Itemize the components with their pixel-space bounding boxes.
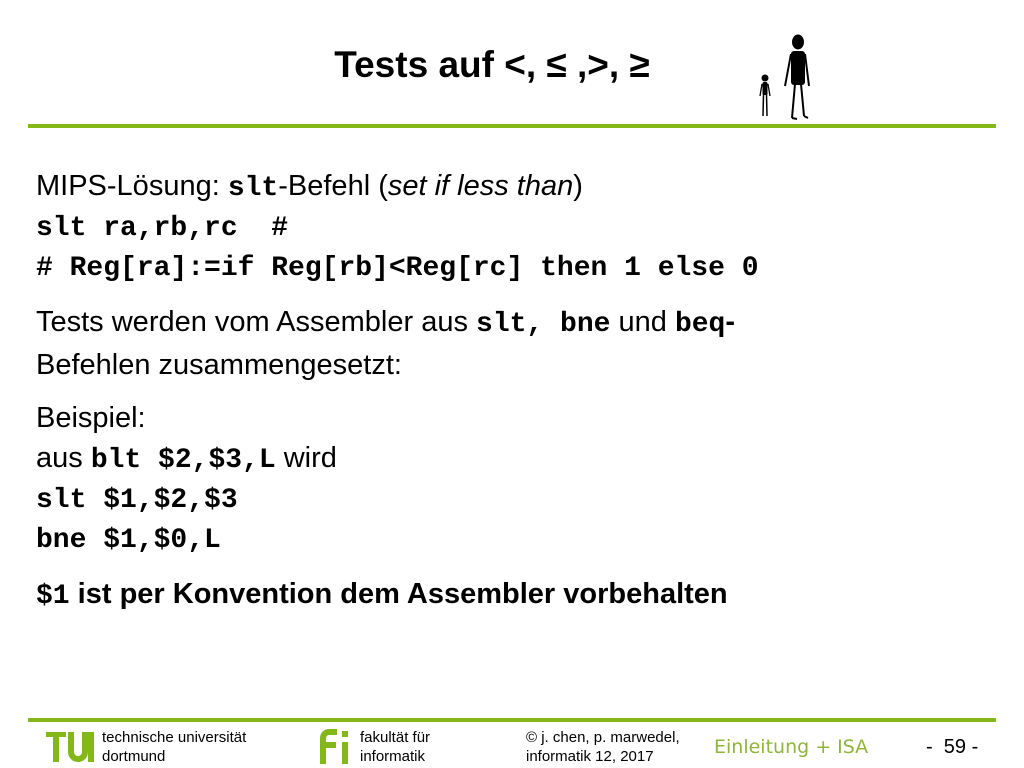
example-code-3: bne $1,$0,L [36,525,221,556]
tests-code-2: beq [674,309,726,340]
title-divider [28,124,996,128]
faculty-line-1: fakultät für [360,729,431,746]
intro-suffix: ) [573,170,583,202]
copyright-line-2: informatik 12, 2017 [526,748,654,765]
footer [0,722,1024,768]
fi-logo-icon [310,726,356,766]
copyright [526,728,680,766]
stick-figures-icon [752,30,812,122]
intro-code: slt [227,173,279,204]
example-wird: wird [275,442,337,474]
code-line-2: # Reg[ra]:=if Reg[rb]<Reg[rc] then 1 else 0 [36,253,759,284]
faculty-name [360,728,430,766]
tests-text-2: und [610,306,675,338]
example-aus: aus [36,442,91,474]
example-code: blt $2,$3,L [90,445,276,476]
example-heading: Beispiel: [36,402,146,434]
code-line-1: slt ra,rb,rc # [36,213,289,244]
university-line-1: technische universität [102,729,247,746]
faculty-line-2: informatik [360,748,426,765]
tests-line-1 [36,302,1004,345]
slide-body [36,166,1004,617]
note-code: $1 [36,581,70,612]
note-line [36,574,1004,617]
tu-logo-icon [44,726,96,766]
intro-middle: -Befehl ( [278,170,388,202]
example-line [36,438,1004,481]
intro-line [36,166,1004,209]
slide-title: Tests auf <, ≤ ,>, ≥ [334,44,650,85]
topic-label: Einleitung + ISA [714,736,869,758]
university-line-2: dortmund [102,748,166,765]
intro-italic: set if less than [387,170,574,202]
example-code-2: slt $1,$2,$3 [36,485,238,516]
university-name [102,728,246,766]
note-text: ist per Konvention dem Assembler vorbehalten [69,578,728,610]
tests-line-2: Befehlen zusammengesetzt: [36,349,402,381]
tests-text-1: Tests werden vom Assembler aus [36,306,477,338]
tests-code-1: slt, bne [476,309,611,340]
page-number: - 59 - [926,736,979,758]
intro-prefix: MIPS-Lösung: [36,170,228,202]
tests-text-3: - [725,306,736,338]
copyright-line-1: © j. chen, p. marwedel, [526,729,680,746]
